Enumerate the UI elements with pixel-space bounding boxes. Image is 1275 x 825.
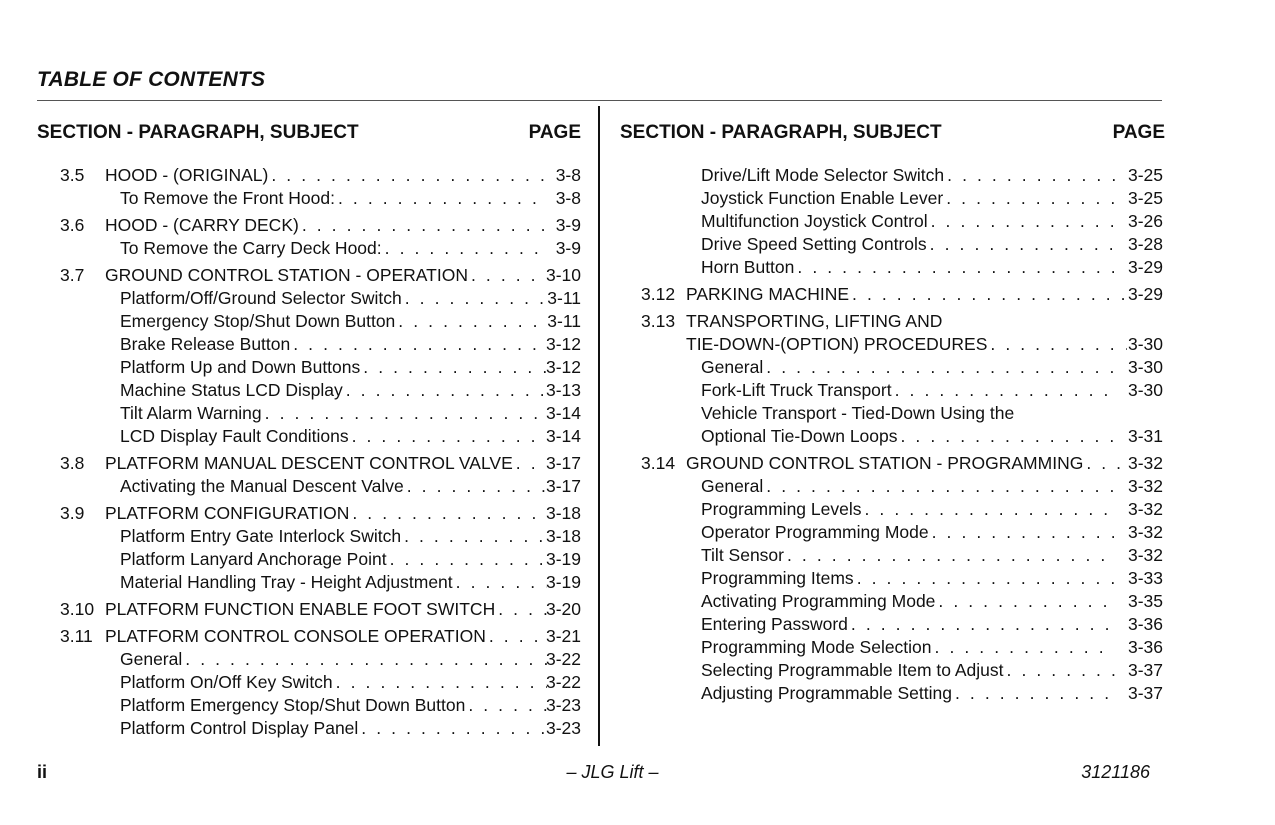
toc-entry-title: HOOD - (ORIGINAL) [105,165,269,185]
toc-entry[interactable] [620,682,1165,705]
column-divider [598,106,600,746]
toc-entry-text-wrap [686,452,1127,475]
right-header-page: PAGE [1112,122,1165,143]
page-title: TABLE OF CONTENTS [37,68,266,91]
dot-leader [990,333,1127,356]
dot-leader [851,613,1115,636]
toc-entry-title: To Remove the Front Hood: [120,188,335,208]
dot-leader [302,214,547,237]
dot-leader [404,525,547,548]
toc-entry-text-wrap [105,502,547,525]
toc-entry-title: Tilt Alarm Warning [120,403,262,423]
toc-entry-title: Machine Status LCD Display [120,380,343,400]
toc-section-number: 3.5 [60,165,85,185]
toc-entry-text-wrap [701,164,1115,187]
toc-section-number: 3.11 [60,626,93,646]
toc-entry-title: Platform Control Display Panel [120,718,359,738]
toc-entry-title: PLATFORM CONTROL CONSOLE OPERATION [105,626,486,646]
toc-entry-title: Platform Lanyard Anchorage Point [120,549,387,569]
toc-entry-title: Operator Programming Mode [701,522,929,542]
toc-page-number: 3-19 [545,572,581,592]
dot-leader [468,694,547,717]
toc-entry-text-wrap [120,237,547,260]
toc-entry[interactable] [37,648,581,671]
toc-entry[interactable] [620,636,1165,659]
toc-entry[interactable] [620,310,1165,333]
toc-entry-text-wrap [105,452,547,475]
toc-entry[interactable] [37,237,581,260]
toc-section-number: 3.14 [641,453,676,473]
toc-entry-text-wrap [120,548,547,571]
toc-entry-text-wrap [120,333,547,356]
toc-entry-text-wrap [686,310,1127,333]
toc-entry-title: Joystick Function Enable Lever [701,188,944,208]
toc-entry[interactable] [37,717,581,740]
dot-leader [185,648,547,671]
toc-page-number: 3-32 [1127,499,1163,519]
toc-entry-text-wrap [120,648,547,671]
toc-entry[interactable] [620,187,1165,210]
toc-entry-text-wrap [701,659,1115,682]
toc-entry-text-wrap [701,521,1115,544]
toc-entry-text-wrap [120,475,547,498]
toc-page-number: 3-32 [1127,522,1163,542]
toc-page-number: 3-22 [545,672,581,692]
toc-entry-text-wrap [105,264,547,287]
dot-leader [930,233,1115,256]
toc-page-number: 3-23 [545,695,581,715]
toc-entry[interactable] [620,164,1165,187]
toc-entry[interactable] [37,694,581,717]
toc-entry[interactable] [37,452,581,475]
toc-entry-text-wrap [120,525,547,548]
toc-page-number: 3-12 [545,357,581,377]
dot-leader [390,548,547,571]
toc-entry[interactable] [37,525,581,548]
toc-entry-title: TRANSPORTING, LIFTING AND [686,311,943,331]
dot-leader [516,452,547,475]
toc-entry-text-wrap [686,333,1127,356]
toc-page-number: 3-36 [1127,614,1163,634]
toc-entry-title: Platform Up and Down Buttons [120,357,361,377]
toc-entry[interactable] [37,502,581,525]
dot-leader [336,671,547,694]
toc-entry[interactable] [37,310,581,333]
toc-page-number: 3-26 [1127,211,1163,231]
toc-entry-title: General [120,649,183,669]
dot-leader [938,590,1115,613]
toc-entry[interactable] [37,333,581,356]
toc-entry-title: PARKING MACHINE [686,284,850,304]
toc-entry-text-wrap [686,283,1127,306]
dot-leader [271,164,547,187]
dot-leader [955,682,1115,705]
toc-page-number: 3-23 [545,718,581,738]
toc-entry-title: Adjusting Programmable Setting [701,683,952,703]
toc-entry-title: Platform Entry Gate Interlock Switch [120,526,402,546]
toc-entry-text-wrap [701,187,1115,210]
footer-page-number: ii [37,762,48,782]
toc-page-number: 3-10 [545,265,581,285]
toc-entry-text-wrap [120,379,547,402]
dot-leader [901,425,1116,448]
right-header-subject: SECTION - PARAGRAPH, SUBJECT [620,122,942,143]
toc-entry-text-wrap [701,233,1115,256]
toc-entry-text-wrap [701,379,1115,402]
dot-leader [895,379,1115,402]
toc-entry-title: Entering Password [701,614,848,634]
toc-entry-title: Programming Levels [701,499,862,519]
left-column-header [37,122,581,148]
toc-entry-title: Selecting Programmable Item to Adjust [701,660,1004,680]
toc-entry[interactable] [37,264,581,287]
toc-section-number: 3.8 [60,453,85,473]
toc-entry-text-wrap [701,636,1115,659]
toc-entry-title: Horn Button [701,257,795,277]
toc-page-number: 3-11 [547,311,581,331]
toc-section-number: 3.7 [60,265,85,285]
toc-page-number: 3-14 [545,403,581,423]
toc-entry-text-wrap [105,625,547,648]
toc-entry[interactable] [620,356,1165,379]
toc-page-number: 3-30 [1127,334,1163,354]
toc-entry[interactable] [620,452,1165,475]
toc-entry-text-wrap [120,425,547,448]
toc-entry[interactable] [37,571,581,594]
toc-entry[interactable] [620,567,1165,590]
toc-entry[interactable] [620,402,1165,425]
toc-entry[interactable] [37,187,581,210]
toc-entry-text-wrap [105,214,547,237]
toc-entry-text-wrap [701,567,1115,590]
dot-leader [346,379,547,402]
dot-leader [293,333,547,356]
toc-entry-title: Drive/Lift Mode Selector Switch [701,165,945,185]
toc-entry[interactable] [37,475,581,498]
toc-entry-text-wrap [120,694,547,717]
dot-leader [852,283,1127,306]
dot-leader [405,287,547,310]
dot-leader [352,502,547,525]
toc-entry-text-wrap [701,475,1115,498]
toc-entry[interactable] [620,256,1165,279]
toc-entry-title: LCD Display Fault Conditions [120,426,349,446]
toc-entry[interactable] [37,598,581,621]
toc-entry[interactable] [620,425,1165,448]
toc-page-number: 3-8 [555,188,581,208]
toc-section-number: 3.10 [60,599,95,619]
dot-leader [931,210,1115,233]
dot-leader [456,571,547,594]
toc-entry-text-wrap [701,425,1115,448]
toc-entry-title: Multifunction Joystick Control [701,211,928,231]
toc-section-number: 3.9 [60,503,85,523]
toc-entry-title: GROUND CONTROL STATION - PROGRAMMING [686,453,1084,473]
dot-leader [398,310,547,333]
toc-entry[interactable] [620,544,1165,567]
toc-entry-text-wrap [701,682,1115,705]
toc-entry-title: Programming Items [701,568,854,588]
toc-page-number: 3-17 [545,453,581,473]
toc-page-number: 3-8 [555,165,581,185]
toc-page-number: 3-35 [1127,591,1163,611]
toc-entry-title: To Remove the Carry Deck Hood: [120,238,382,258]
dot-leader [1086,452,1127,475]
toc-entry-title: Activating Programming Mode [701,591,936,611]
toc-entry-text-wrap [120,310,547,333]
dot-leader [935,636,1115,659]
toc-entry-text-wrap [701,356,1115,379]
toc-page-number: 3-20 [545,599,581,619]
toc-page-number: 3-28 [1127,234,1163,254]
toc-entry[interactable] [620,613,1165,636]
dot-leader [766,475,1115,498]
toc-entry-title: PLATFORM CONFIGURATION [105,503,350,523]
toc-page-number: 3-32 [1127,453,1163,473]
toc-page-number: 3-14 [545,426,581,446]
toc-entry[interactable] [37,425,581,448]
toc-page-number: 3-18 [545,526,581,546]
toc-entry[interactable] [620,333,1165,356]
toc-entry-title: HOOD - (CARRY DECK) [105,215,299,235]
toc-page-number: 3-37 [1127,683,1163,703]
right-column-header [620,122,1165,148]
toc-page-number: 3-32 [1127,545,1163,565]
toc-entry-title: GROUND CONTROL STATION - OPERATION [105,265,468,285]
dot-leader [385,237,547,260]
dot-leader [947,164,1115,187]
toc-entry[interactable] [620,379,1165,402]
toc-entry-title: Drive Speed Setting Controls [701,234,927,254]
toc-entry[interactable] [37,164,581,187]
footer-doc-number: 3121186 [1081,762,1150,782]
toc-page-number: 3-17 [545,476,581,496]
toc-page-number: 3-25 [1127,165,1163,185]
toc-entry[interactable] [37,379,581,402]
toc-entry-text-wrap [701,590,1115,613]
toc-entry-title: Activating the Manual Descent Valve [120,476,404,496]
toc-entry-title: Tilt Sensor [701,545,784,565]
toc-entry[interactable] [37,548,581,571]
dot-leader [407,475,547,498]
title-rule [37,100,1162,101]
dot-leader [857,567,1115,590]
toc-entry[interactable] [620,210,1165,233]
toc-entry[interactable] [37,671,581,694]
toc-entry-title: PLATFORM FUNCTION ENABLE FOOT SWITCH [105,599,496,619]
toc-page-number: 3-31 [1127,426,1163,446]
toc-entry-text-wrap [120,717,547,740]
right-toc-entries [620,164,1165,705]
toc-entry-text-wrap [105,598,547,621]
toc-page-number: 3-29 [1127,284,1163,304]
toc-entry[interactable] [37,356,581,379]
toc-entry-title: Optional Tie-Down Loops [701,426,898,446]
dot-leader [498,598,547,621]
toc-entry-text-wrap [701,256,1115,279]
toc-entry[interactable] [37,214,581,237]
dot-leader [797,256,1115,279]
toc-page-number: 3-37 [1127,660,1163,680]
toc-page-number: 3-36 [1127,637,1163,657]
toc-page-number: 3-9 [555,238,581,258]
dot-leader [363,356,547,379]
toc-entry-text-wrap [120,187,547,210]
dot-leader [361,717,547,740]
toc-page-number: 3-33 [1127,568,1163,588]
toc-entry[interactable] [620,498,1165,521]
dot-leader [787,544,1115,567]
dot-leader [338,187,547,210]
left-header-subject: SECTION - PARAGRAPH, SUBJECT [37,122,359,143]
toc-entry-title: Platform/Off/Ground Selector Switch [120,288,402,308]
dot-leader [352,425,547,448]
toc-entry-title: General [701,476,764,496]
left-toc-entries [37,164,581,740]
toc-page-number: 3-9 [555,215,581,235]
toc-entry[interactable] [37,287,581,310]
toc-entry-text-wrap [105,164,547,187]
toc-page-number: 3-21 [545,626,581,646]
toc-page-number: 3-19 [545,549,581,569]
toc-entry-title: Brake Release Button [120,334,291,354]
dot-leader [1007,659,1115,682]
toc-page-number: 3-11 [547,288,581,308]
toc-page-number: 3-25 [1127,188,1163,208]
toc-page-number: 3-30 [1127,357,1163,377]
toc-entry[interactable] [620,283,1165,306]
toc-entry[interactable] [620,521,1165,544]
toc-entry-title: Fork-Lift Truck Transport [701,380,892,400]
toc-section-number: 3.13 [641,311,676,331]
dot-leader [946,187,1115,210]
toc-page-number: 3-18 [545,503,581,523]
toc-entry-text-wrap [120,287,547,310]
toc-page-number: 3-32 [1127,476,1163,496]
toc-entry-title: Emergency Stop/Shut Down Button [120,311,396,331]
toc-entry-title: PLATFORM MANUAL DESCENT CONTROL VALVE [105,453,513,473]
toc-entry[interactable] [620,233,1165,256]
toc-entry-title: General [701,357,764,377]
dot-leader [489,625,547,648]
dot-leader [471,264,547,287]
toc-entry-text-wrap [701,210,1115,233]
toc-entry[interactable] [37,625,581,648]
toc-page-number: 3-13 [545,380,581,400]
toc-page-number: 3-22 [545,649,581,669]
toc-page-number: 3-29 [1127,257,1163,277]
toc-entry-title: Platform Emergency Stop/Shut Down Button [120,695,466,715]
toc-entry-title: Material Handling Tray - Height Adjustment [120,572,453,592]
toc-entry[interactable] [37,402,581,425]
toc-entry[interactable] [620,659,1165,682]
toc-entry-text-wrap [120,571,547,594]
toc-entry-text-wrap [701,544,1115,567]
toc-left-column [37,122,581,738]
toc-entry-text-wrap [701,613,1115,636]
toc-entry[interactable] [620,590,1165,613]
footer-center-title: – JLG Lift – [566,762,659,782]
toc-entry-title: Programming Mode Selection [701,637,932,657]
toc-entry-text-wrap [701,402,1115,425]
dot-leader [864,498,1115,521]
dot-leader [265,402,547,425]
toc-entry[interactable] [620,475,1165,498]
toc-right-column [620,122,1165,703]
dot-leader [932,521,1115,544]
toc-entry-text-wrap [120,356,547,379]
toc-entry-text-wrap [120,402,547,425]
left-header-page: PAGE [528,122,581,143]
toc-entry-text-wrap [701,498,1115,521]
toc-section-number: 3.12 [641,284,676,304]
toc-page-number: 3-12 [545,334,581,354]
toc-entry-title: TIE-DOWN-(OPTION) PROCEDURES [686,334,988,354]
toc-entry-title: Platform On/Off Key Switch [120,672,333,692]
dot-leader [766,356,1115,379]
toc-entry-text-wrap [120,671,547,694]
toc-page-number: 3-30 [1127,380,1163,400]
toc-entry-title: Vehicle Transport - Tied-Down Using the [701,403,1015,423]
toc-section-number: 3.6 [60,215,85,235]
